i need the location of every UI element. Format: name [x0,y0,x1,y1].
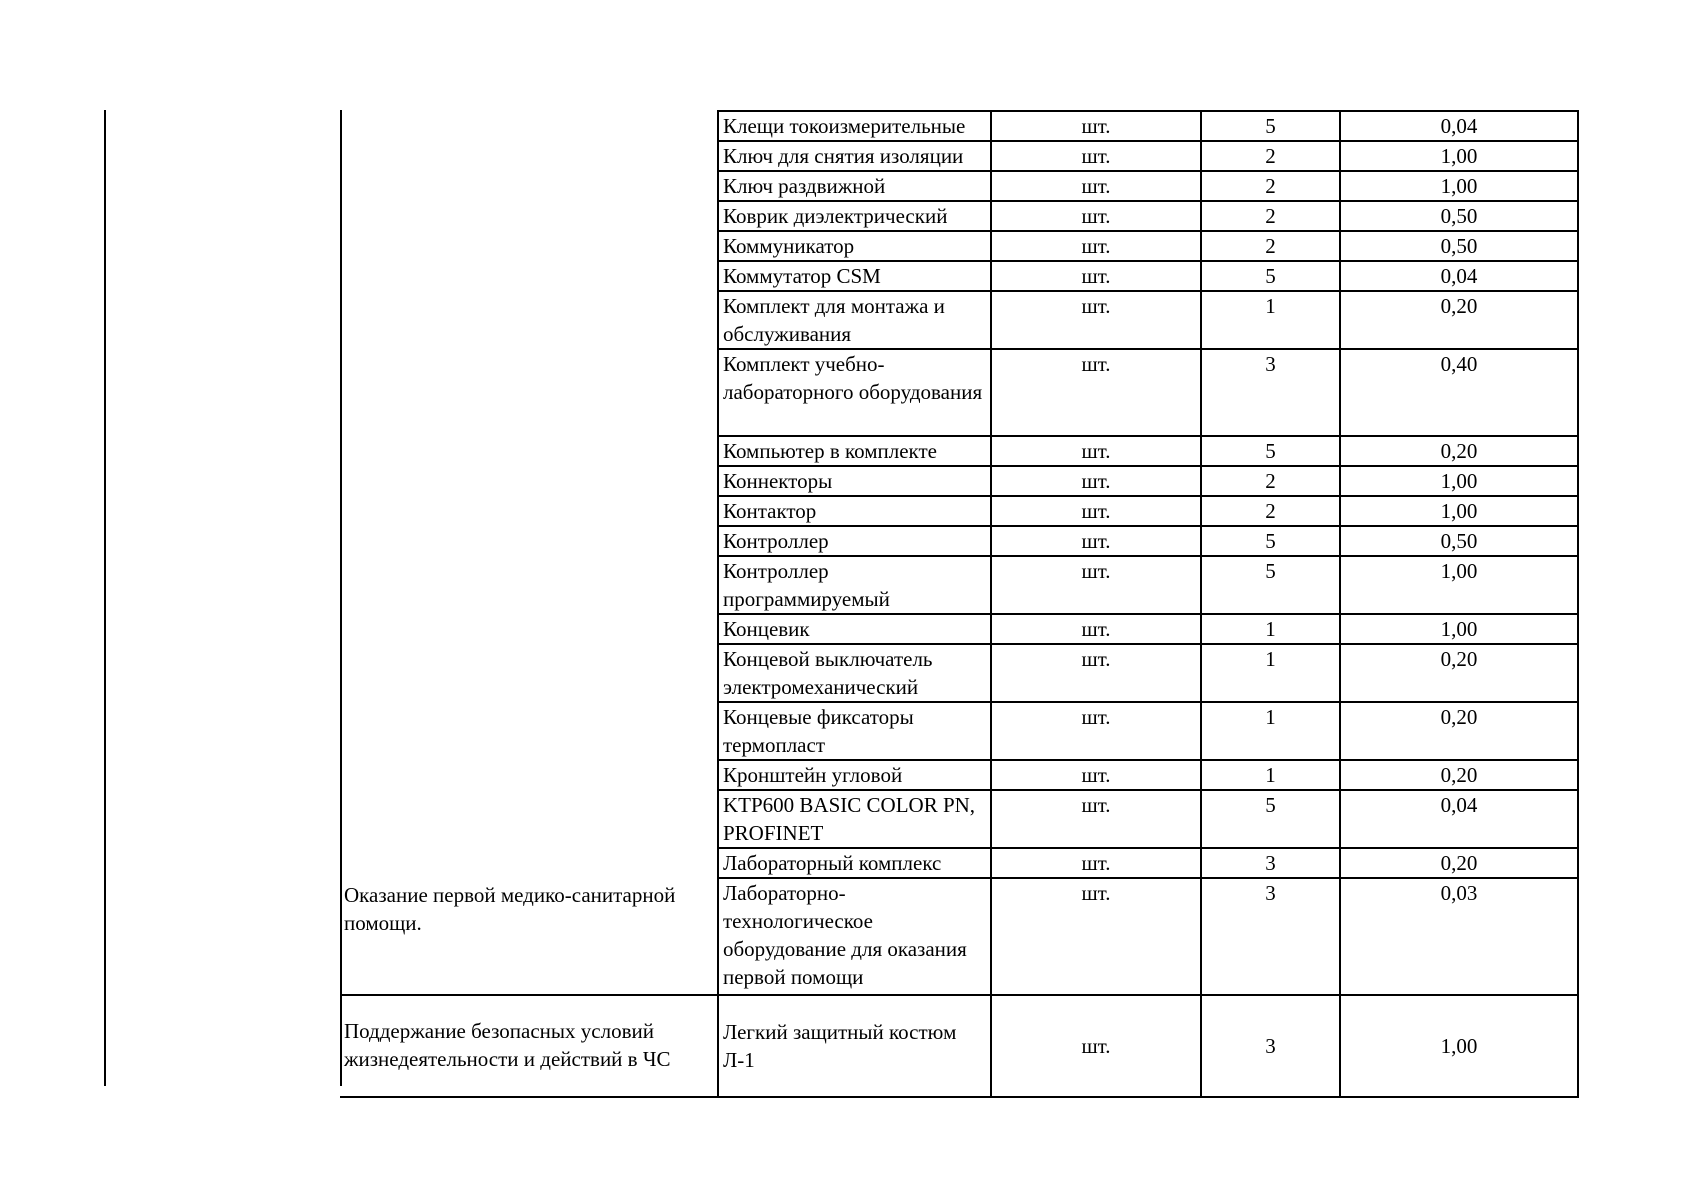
item-unit: шт. [991,760,1201,790]
item-unit: шт. [991,496,1201,526]
item-name: Комплект для монтажа и обслуживания [718,291,991,349]
item-norm: 0,20 [1340,760,1578,790]
item-unit: шт. [991,111,1201,141]
item-norm: 1,00 [1340,141,1578,171]
item-unit: шт. [991,349,1201,436]
item-unit: шт. [991,261,1201,291]
item-name: Концевой выключатель электромеханический [718,644,991,702]
item-norm: 0,50 [1340,201,1578,231]
item-unit: шт. [991,141,1201,171]
item-unit: шт. [991,171,1201,201]
item-unit: шт. [991,231,1201,261]
item-name: Кронштейн угловой [718,760,991,790]
item-name: Ключ раздвижной [718,171,991,201]
item-name: Контроллер [718,526,991,556]
item-norm: 0,20 [1340,702,1578,760]
item-qty: 2 [1201,171,1340,201]
item-name: Легкий защитный костюм Л-1 [718,995,991,1097]
item-qty: 3 [1201,349,1340,436]
item-unit: шт. [991,848,1201,878]
item-norm: 1,00 [1340,614,1578,644]
item-norm: 0,40 [1340,349,1578,436]
item-unit: шт. [991,466,1201,496]
item-norm: 1,00 [1340,995,1578,1097]
item-qty: 5 [1201,790,1340,848]
item-norm: 1,00 [1340,466,1578,496]
item-unit: шт. [991,614,1201,644]
item-qty: 5 [1201,261,1340,291]
item-name: Комплект учебно-лабораторного оборудования [718,349,991,436]
section-column-rule [340,110,342,1086]
section-label-first-aid: Оказание первой медико-санитарной помощи. [344,883,676,935]
item-name: Коврик диэлектрический [718,201,991,231]
item-norm: 1,00 [1340,556,1578,614]
item-norm: 0,20 [1340,848,1578,878]
section-cell-safety [340,995,718,1097]
item-name: Компьютер в комплекте [718,436,991,466]
item-norm: 0,20 [1340,436,1578,466]
item-norm: 0,20 [1340,644,1578,702]
item-qty: 2 [1201,466,1340,496]
item-unit: шт. [991,878,1201,995]
item-qty: 5 [1201,526,1340,556]
item-name: Контактор [718,496,991,526]
item-name: Контроллер программируемый [718,556,991,614]
item-name: Клещи токоизмерительные [718,111,991,141]
item-qty: 2 [1201,496,1340,526]
item-unit: шт. [991,526,1201,556]
item-qty: 1 [1201,644,1340,702]
item-norm: 0,50 [1340,526,1578,556]
item-norm: 0,04 [1340,261,1578,291]
item-qty: 1 [1201,760,1340,790]
item-norm: 0,03 [1340,878,1578,995]
item-qty: 3 [1201,848,1340,878]
page-left-rule [104,110,106,1086]
item-qty: 2 [1201,141,1340,171]
item-unit: шт. [991,790,1201,848]
item-name: Лабораторный комплекс [718,848,991,878]
section-cell-first-aid [340,111,718,995]
item-norm: 0,50 [1340,231,1578,261]
item-qty: 5 [1201,436,1340,466]
item-unit: шт. [991,436,1201,466]
item-unit: шт. [991,556,1201,614]
item-name: Ключ для снятия изоляции [718,141,991,171]
item-name: Лабораторно-технологическое оборудование для оказания первой помощи [718,878,991,995]
item-qty: 1 [1201,291,1340,349]
item-unit: шт. [991,644,1201,702]
item-name: Коннекторы [718,466,991,496]
section-label-safety: Поддержание безопасных условий жизнедеятельности и действий в ЧС [344,1019,671,1071]
item-name: Концевик [718,614,991,644]
item-name: Коммуникатор [718,231,991,261]
item-qty: 1 [1201,614,1340,644]
item-qty: 2 [1201,201,1340,231]
item-name: KTP600 BASIC COLOR PN, PROFINET [718,790,991,848]
item-unit: шт. [991,201,1201,231]
item-qty: 3 [1201,878,1340,995]
table-row [340,995,1578,1097]
item-name: Концевые фиксаторы термопласт [718,702,991,760]
item-norm: 0,04 [1340,111,1578,141]
item-name: Коммутатор CSM [718,261,991,291]
item-qty: 2 [1201,231,1340,261]
item-unit: шт. [991,995,1201,1097]
item-qty: 3 [1201,995,1340,1097]
table-row [340,111,1578,141]
item-qty: 5 [1201,111,1340,141]
item-unit: шт. [991,702,1201,760]
item-norm: 0,20 [1340,291,1578,349]
item-qty: 1 [1201,702,1340,760]
item-norm: 1,00 [1340,496,1578,526]
item-norm: 0,04 [1340,790,1578,848]
item-unit: шт. [991,291,1201,349]
item-norm: 1,00 [1340,171,1578,201]
equipment-table [340,110,1579,1098]
item-qty: 5 [1201,556,1340,614]
